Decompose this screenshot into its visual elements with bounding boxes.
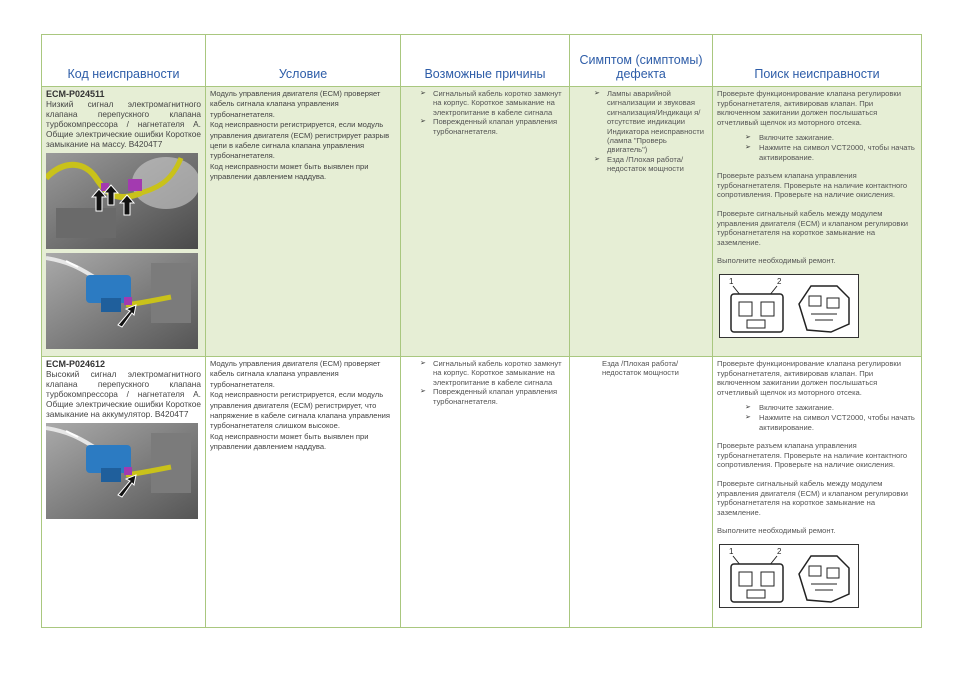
ts-intro: Проверьте функционирование клапана регулировки турбонагнетателя, активировав клапан. При включенном зажигании должен послышаться отчетливый щелчок из моторного отсека. <box>717 359 901 397</box>
pin-label: 1 <box>729 276 734 286</box>
fault-code: ECM-P024612 <box>46 359 106 369</box>
ts-connector: Проверьте разъем клапана управления турбонагнетателя. Проверьте на наличие контактного сопротивления. Проверьте на наличие окисления. <box>717 171 908 200</box>
list-item: ➢ Лампы аварийной сигнализации и звуковая сигнализация/Индикаци я/отсутствие индикации Индикатора неисправности (лампа "Проверь двигатель") <box>594 89 708 155</box>
troubleshoot-cell <box>713 87 922 357</box>
connector-diagram <box>719 274 859 338</box>
ts-cable: Проверьте сигнальный кабель между модулем управления двигателя (ECM) и клапаном регулировки турбонагнетателя на короткое замыкание на заземление. <box>717 208 909 247</box>
fault-table <box>41 34 922 628</box>
list-item: ➢ Нажмите на символ VCT2000, чтобы начать активирование. <box>745 143 917 162</box>
ts-repair: Выполните необходимый ремонт. <box>717 256 836 266</box>
list-item: ➢ Нажмите на символ VCT2000, чтобы начать активирование. <box>745 413 917 432</box>
ts-connector: Проверьте разъем клапана управления турбонагнетателя. Проверьте на наличие контактного сопротивления. Проверьте на наличие окисления. <box>717 441 908 470</box>
header-symptoms: Симптом (симптомы) дефекта <box>570 35 713 87</box>
fault-code: ECM-P024511 <box>46 89 105 99</box>
symptoms-text: Езда /Плохая работа/недостаток мощности <box>602 359 679 378</box>
causes-list <box>405 359 565 406</box>
list-item: ➢ Поврежденный клапан управления турбонагнетателя. <box>420 387 565 406</box>
ts-repair: Выполните необходимый ремонт. <box>717 526 836 536</box>
ts-intro: Проверьте функционирование клапана регулировки турбонагнетателя, активировав клапан. При включенном зажигании должен послышаться отчетливый щелчок из моторного отсека. <box>717 89 901 127</box>
valve-photo <box>46 253 198 349</box>
fault-code-description: Низкий сигнал электромагнитного клапана перепускного клапана турбокомпрессора / нагнетателя А. Общие электрические ошибки Короткое замыкание на массу. B4204T7 <box>46 99 201 149</box>
pin-label: 2 <box>777 276 782 286</box>
list-item: ➢ Сигнальный кабель коротко замкнут на корпус. Короткое замыкание на электропитание в кабеле сигнала <box>420 89 565 117</box>
code-cell <box>42 357 206 628</box>
header-causes: Возможные причины <box>401 35 570 87</box>
condition-cell <box>206 357 401 628</box>
fault-code-description: Высокий сигнал электромагнитного клапана перепускного клапана турбокомпрессора / нагнетателя А. Общие электрические ошибки Короткое замыкание на аккумулятор. B4204T7 <box>46 369 201 419</box>
causes-list <box>405 89 565 136</box>
condition-text: Модуль управления двигателя (ECM) проверяет кабель сигнала клапана управления турбонагнетателя. Код неисправности регистрируется, если модуль управления двигателя (ECM) регистрирует, что напряжение в кабеле сигнала клапана управления турбонагнетателя слишком высокое. Код неисправности может быть выявлен при управлении давлением наддува. <box>210 359 391 452</box>
condition-text: Модуль управления двигателя (ECM) проверяет кабель сигнала клапана управления турбонагнетателя. Код неисправности регистрируется, если модуль управления двигателя (ECM) регистрирует разрыв цепи в кабеле сигнала клапана управления турбонагнетателя. Код неисправности может быть выявлен при управлении давлением наддува. <box>210 89 390 182</box>
ts-steps <box>745 403 917 432</box>
connector-diagram <box>719 544 859 608</box>
ts-cable: Проверьте сигнальный кабель между модулем управления двигателя (ECM) и клапаном регулировки турбонагнетателя на короткое замыкание на заземление. <box>717 478 909 517</box>
pin-label: 1 <box>729 546 734 556</box>
code-cell <box>42 87 206 357</box>
list-item: ➢ Езда /Плохая работа/недостаток мощности <box>594 155 708 174</box>
troubleshoot-cell <box>713 357 922 628</box>
header-troubleshoot: Поиск неисправности <box>713 35 922 87</box>
list-item: ➢ Поврежденный клапан управления турбонагнетателя. <box>420 117 565 136</box>
ts-steps <box>745 133 917 162</box>
list-item: ➢ Включите зажигание. <box>745 403 917 413</box>
symptoms-cell <box>570 357 713 628</box>
engine-photo <box>46 153 198 249</box>
list-item: ➢ Сигнальный кабель коротко замкнут на корпус. Короткое замыкание на электропитание в кабеле сигнала <box>420 359 565 387</box>
valve-photo <box>46 423 198 519</box>
list-item: ➢ Включите зажигание. <box>745 133 917 143</box>
symptoms-cell <box>570 87 713 357</box>
symptoms-list <box>574 89 708 174</box>
header-condition: Условие <box>206 35 401 87</box>
header-row <box>42 35 922 87</box>
header-code: Код неисправности <box>42 35 206 87</box>
table-row <box>42 357 922 628</box>
pin-label: 2 <box>777 546 782 556</box>
condition-cell <box>206 87 401 357</box>
table-row <box>42 87 922 357</box>
causes-cell <box>401 87 570 357</box>
causes-cell <box>401 357 570 628</box>
